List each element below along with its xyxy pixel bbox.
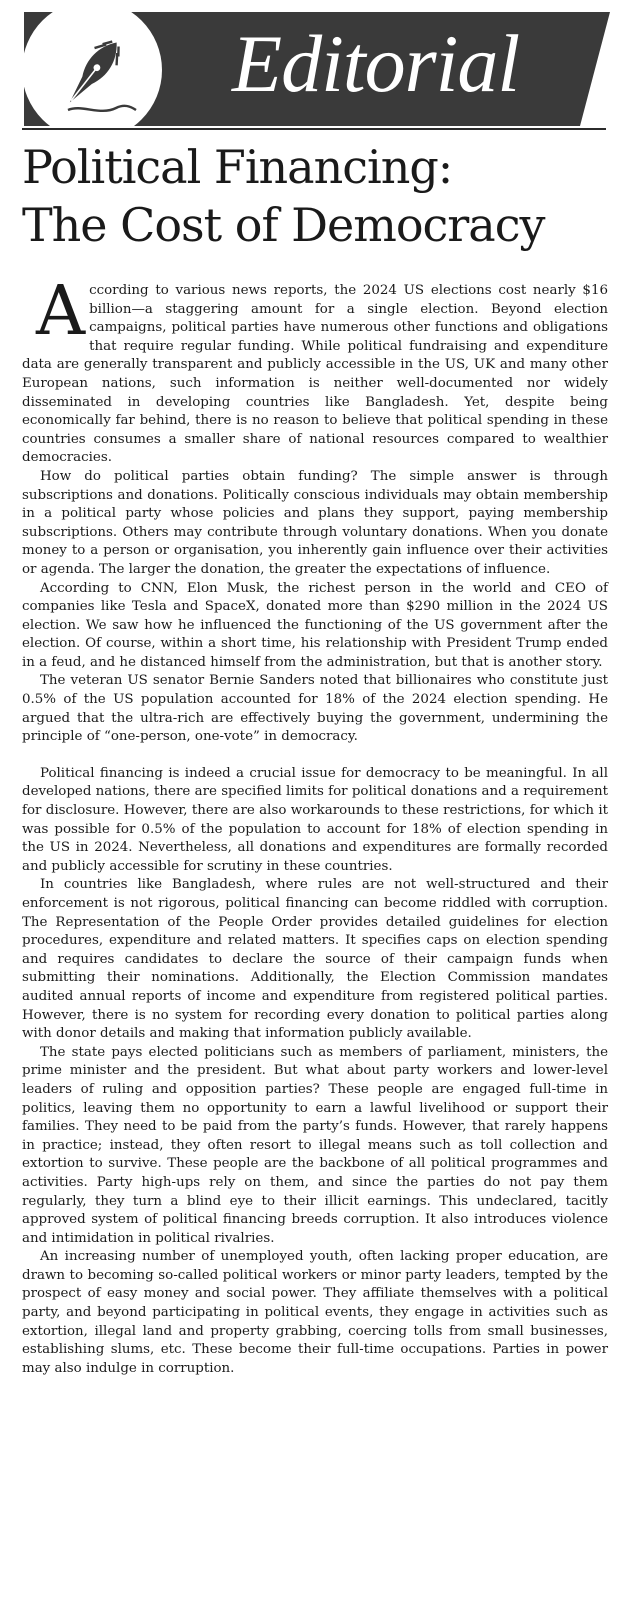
editorial-banner	[24, 12, 610, 126]
headline-line-2: The Cost of Democracy	[22, 198, 545, 252]
headline-line-1: Political Financing:	[22, 140, 453, 194]
article-paragraph-3: According to CNN, Elon Musk, the richest person in the world and CEO of companies like Tesla and SpaceX, donated more than $290 million in the 2024 US election. We saw how he influenced the functioning of the US government after the election. Of course, within a short time, his relationship with President Trump ended in a feud, and he distanced himself from the administration, but that is another story.	[22, 580, 608, 670]
article-paragraph-5: Political financing is indeed a crucial issue for democracy to be meaningful. In all developed nations, there are specified limits for political donations and a requirement for disclosure. However, there are also workarounds to these restrictions, for which it was possible for 0.5% of the population to account for 18% of election spending in the US in 2024. Nevertheless, all donations and expenditures are formally recorded and publicly accessible for scrutiny in these countries.	[22, 765, 608, 874]
article-paragraph-4: The veteran US senator Bernie Sanders noted that billionaires who constitute just 0.5% of the US population accounted for 18% of the 2024 election spending. He argued that the ultra-rich are effectively buying the government, undermining the principle of “one-person, one-vote” in democracy.	[22, 673, 608, 745]
article-paragraph-2: How do political parties obtain funding? The simple answer is through subscriptions and donations. Politically conscious individuals may obtain membership in a political party whose policies and plans they support, paying membership subscriptions. Others may contribute through voluntary donations. When you donate money to a person or organisation, you inherently gain influence over their activities or agenda. The larger the donation, the greater the expectations of influence.	[22, 468, 608, 577]
article-paragraph-7: The state pays elected politicians such as members of parliament, ministers, the prime minister and the president. But what about party workers and lower-level leaders of ruling and opposition parties? These people are engaged full-time in politics, leaving them no opportunity to earn a lawful livelihood or support their families. They need to be paid from the party’s funds. However, that rarely happens in practice; instead, they often resort to illegal means such as toll collection and extortion to survive. These people are the backbone of all political programmes and activities. Party high-ups rely on them, and since the parties do not pay them regularly, they turn a blind eye to their illicit earnings. This undeclared, tacitly approved system of political financing breeds corruption. It also introduces violence and intimidation in political rivalries.	[22, 1044, 608, 1246]
drop-cap: A	[36, 272, 86, 351]
pen-ink-stroke	[68, 106, 136, 111]
article-paragraph-1	[22, 272, 608, 468]
article-paragraph-8: An increasing number of unemployed youth, often lacking proper education, are drawn to becoming so-called political workers or minor party leaders, tempted by the prospect of easy money and social power. They affiliate themselves with a political party, and beyond participating in political events, they engage in activities such as extortion, illegal land and property grabbing, coercing tolls from small businesses, establishing slums, etc. These become their full-time occupations. Parties in power may also indulge in corruption.	[22, 1249, 608, 1376]
header-rule	[22, 128, 606, 130]
fountain-pen-nib-icon	[32, 24, 152, 124]
section-label: Editorial	[232, 18, 520, 109]
article-body	[22, 272, 608, 1378]
article-headline	[22, 138, 622, 254]
article-paragraph-6: In countries like Bangladesh, where rules are not well-structured and their enforcement is not rigorous, political financing can become riddled with corruption. The Representation of the People Order provides detailed guidelines for election procedures, expenditure and related matters. It specifies caps on election spending and requires candidates to declare the source of their campaign funds when submitting their nominations. Additionally, the Election Commission mandates audited annual reports of income and expenditure from registered political parties. However, there is no system for recording every donation to political parties along with donor details and making that information publicly available.	[22, 877, 608, 1042]
article-paragraph-1-text: ccording to various news reports, the 2024 US elections cost nearly $16 billion—a staggering amount for a single election. Beyond election campaigns, political parties have numerous other functions and obligations that require regular funding. While political fundraising and expenditure data are generally transparent and publicly accessible in the US, UK and many other European nations, such information is neither well-documented nor widely disseminated in developing countries like Bangladesh. Yet, despite being economically far behind, there is no reason to believe that political spending in these countries consumes a smaller share of national resources compared to wealthier democracies.	[22, 283, 608, 466]
